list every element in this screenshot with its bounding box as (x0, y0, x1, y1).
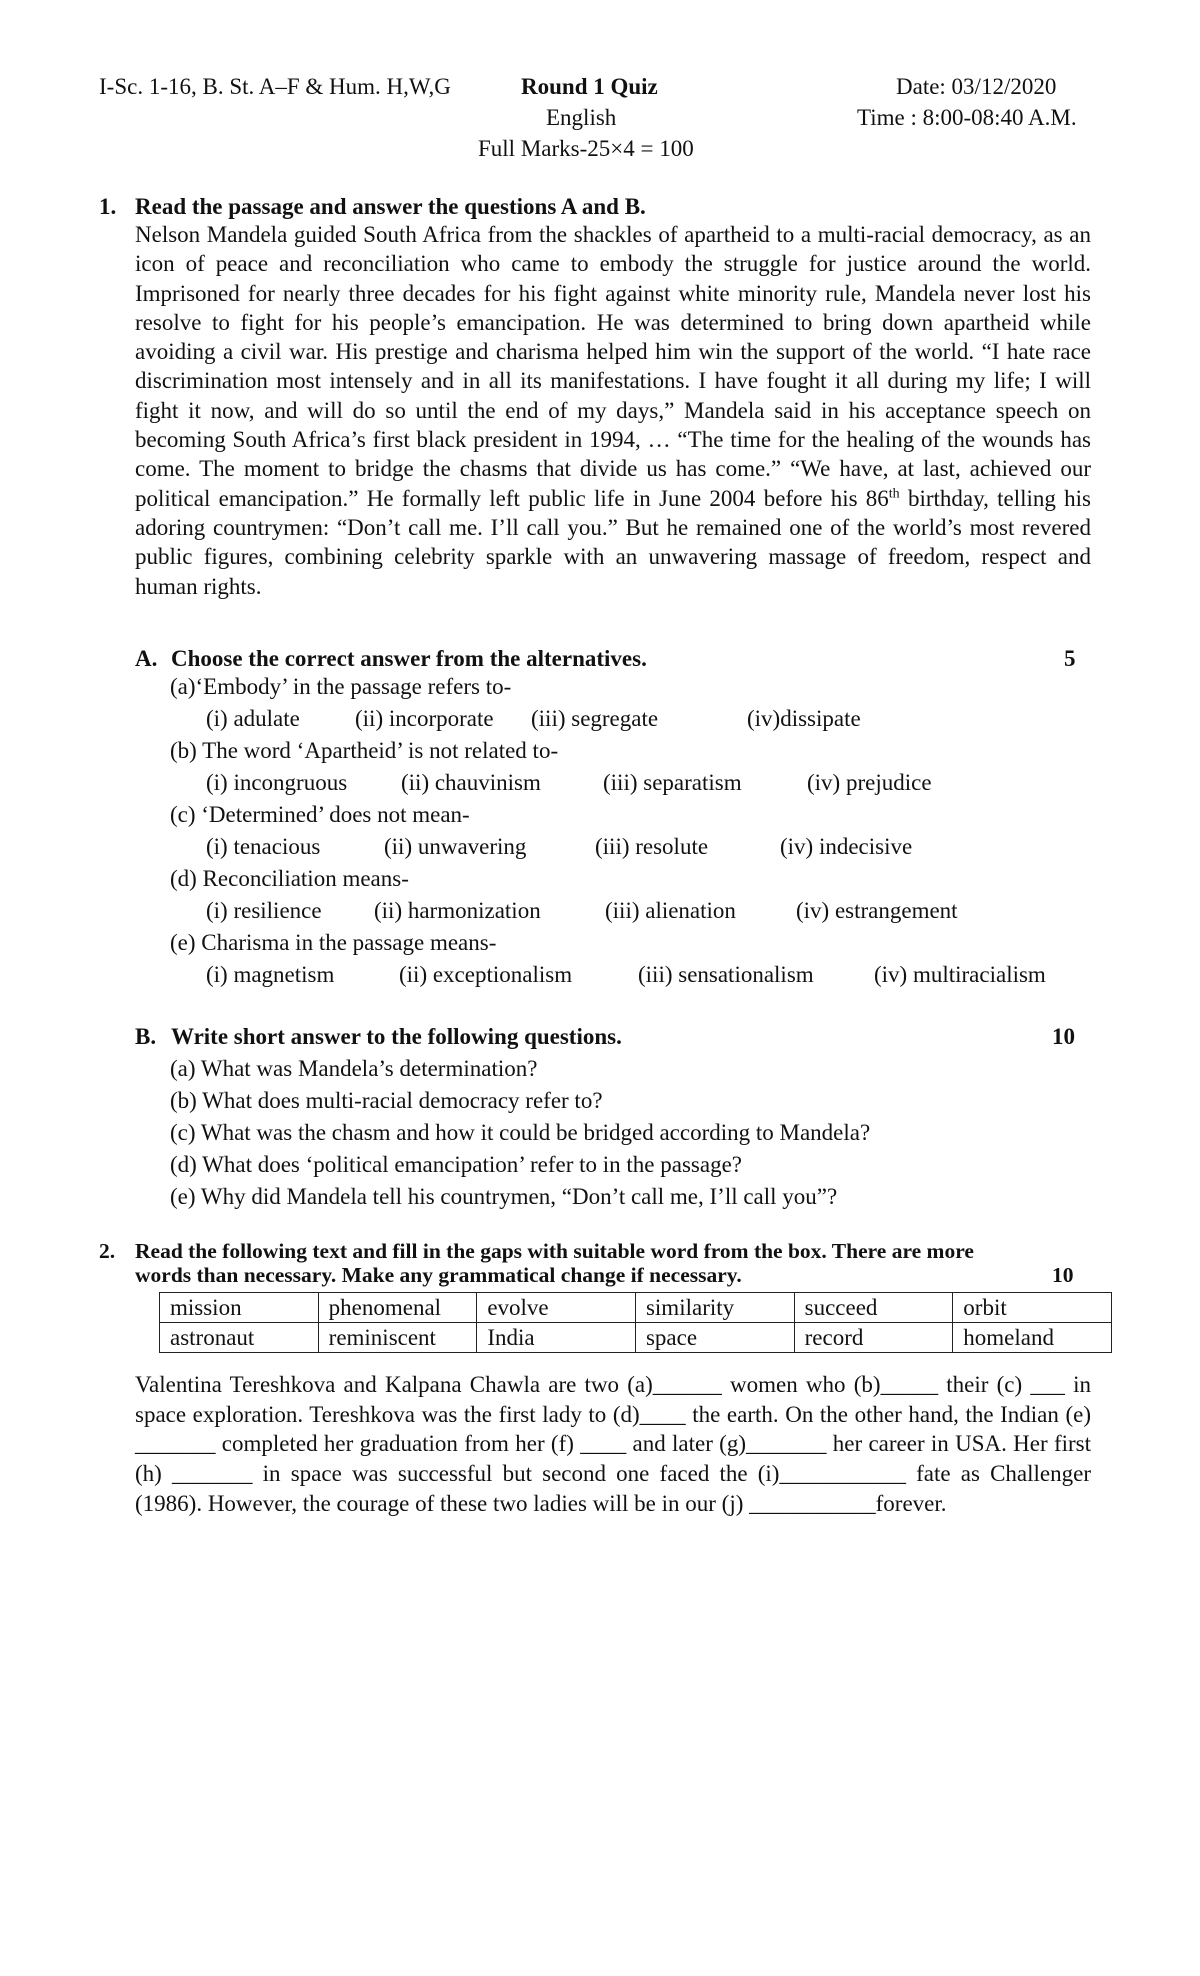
mcq-e-question: (e) Charisma in the passage means- (170, 930, 497, 955)
option: (iv) estrangement (796, 898, 958, 923)
option: (i) adulate (206, 706, 300, 731)
word-cell: succeed (794, 1293, 953, 1323)
part-b-heading: Write short answer to the following questions. (171, 1024, 622, 1049)
word-cell: space (635, 1323, 794, 1353)
header-title: Round 1 Quiz (521, 74, 658, 99)
part-b-label: B. (135, 1024, 157, 1049)
header-full-marks: Full Marks-25×4 = 100 (478, 136, 694, 161)
mcq-d-question: (d) Reconciliation means- (170, 866, 409, 891)
header-date: Date: 03/12/2020 (896, 74, 1057, 99)
option: (ii) incorporate (355, 706, 494, 731)
header-subject: English (546, 105, 617, 130)
option: (i) incongruous (206, 770, 348, 795)
word-cell: astronaut (160, 1323, 319, 1353)
word-cell: India (477, 1323, 636, 1353)
option: (iv)dissipate (747, 706, 861, 731)
mcq-d-options (206, 896, 1106, 926)
option: (iv) indecisive (780, 834, 913, 859)
mcq-b-options (206, 768, 1106, 798)
part-a-label: A. (135, 646, 158, 671)
option: (i) resilience (206, 898, 322, 923)
passage-superscript: th (888, 486, 900, 502)
option: (iv) prejudice (807, 770, 932, 795)
short-question-a: (a) What was Mandela’s determination? (170, 1056, 538, 1081)
word-box-row (160, 1293, 1112, 1323)
mcq-b-question: (b) The word ‘Apartheid’ is not related to- (170, 738, 559, 763)
part-a-heading: Choose the correct answer from the alternatives. (171, 646, 647, 671)
fill-in-text: Valentina Tereshkova and Kalpana Chawla are two (a)______ women who (b)_____ their (c) ___ in space exploration. Tereshkova was the first lady to (d)____ the earth. On the other hand, the Indian (e) _______ completed her graduation from her (f) ____ and later (g)_______ her career in USA. Her first (h) _______ in space was successful but second one faced the (i)___________ fate as Challenger (1986). However, the courage of these two ladies will be in our (j) ___________forever. (135, 1372, 1091, 1516)
word-cell: evolve (477, 1293, 636, 1323)
header-classes: I-Sc. 1-16, B. St. A–F & Hum. H,W,G (99, 74, 451, 99)
word-cell: homeland (953, 1323, 1112, 1353)
part-a-marks: 5 (1064, 646, 1076, 671)
word-cell: phenomenal (318, 1293, 477, 1323)
short-question-c: (c) What was the chasm and how it could be bridged according to Mandela? (170, 1120, 871, 1145)
option: (iii) resolute (595, 834, 709, 859)
option: (iii) segregate (531, 706, 659, 731)
mcq-c-question: (c) ‘Determined’ does not mean- (170, 802, 470, 827)
option: (iii) sensationalism (638, 962, 814, 987)
word-box-row (160, 1323, 1112, 1353)
passage-part-2: birthday, telling his adoring countrymen: “Don’t call me. I’ll call you.” But he remained one of the world’s most revered public figures, combining celebrity sparkle with an unwavering massage of freedom, respect and human rights. (135, 485, 1091, 599)
word-cell: mission (160, 1293, 319, 1323)
q1-instruction: Read the passage and answer the questions A and B. (135, 194, 646, 219)
mcq-a-question: (a)‘Embody’ in the passage refers to- (170, 674, 512, 699)
word-cell: record (794, 1323, 953, 1353)
word-box (159, 1292, 1112, 1353)
q1-passage (135, 220, 1091, 601)
word-cell: reminiscent (318, 1323, 477, 1353)
option: (i) tenacious (206, 834, 321, 859)
option: (i) magnetism (206, 962, 335, 987)
option: (ii) harmonization (374, 898, 541, 923)
passage-part-1: Nelson Mandela guided South Africa from the shackles of apartheid to a multi-racial democracy, as an icon of peace and reconciliation who came to embody the struggle for justice around the world. Imprisoned for nearly three decades for his fight against white minority rule, Mandela never lost his resolve to fight for his people’s emancipation. He was determined to bring down apartheid while avoiding a civil war. His prestige and charisma helped him win the support of the world. “I hate race discrimination most intensely and in all its manifestations. I have fought it all during my life; I will fight it now, and will do so until the end of my days,” Mandela said in his acceptance speech on becoming South Africa’s first black president in 1994, … “The time for the healing of the wounds has come. The moment to bridge the chasms that divide us has come.” “We have, at last, achieved our political emancipation.” He formally left public life in June 2004 before his 86 (135, 222, 1091, 511)
short-question-e: (e) Why did Mandela tell his countrymen, “Don’t call me, I’ll call you”? (170, 1184, 838, 1209)
q2-instruction-line-1: Read the following text and fill in the gaps with suitable word from the box. There are more (135, 1239, 974, 1263)
option: (ii) chauvinism (401, 770, 541, 795)
q1-number: 1. (99, 194, 117, 219)
part-b-marks: 10 (1052, 1024, 1075, 1049)
word-cell: similarity (635, 1293, 794, 1323)
option: (ii) exceptionalism (399, 962, 573, 987)
option: (iv) multiracialism (874, 962, 1046, 987)
q2-instruction-line-2: words than necessary. Make any grammatical change if necessary. (135, 1263, 742, 1287)
q2-number: 2. (99, 1239, 116, 1263)
option: (iii) alienation (605, 898, 736, 923)
short-question-d: (d) What does ‘political emancipation’ refer to in the passage? (170, 1152, 743, 1177)
q2-marks: 10 (1052, 1263, 1074, 1287)
option: (ii) unwavering (384, 834, 527, 859)
header-time: Time : 8:00-08:40 A.M. (857, 105, 1077, 130)
mcq-c-options (206, 832, 1106, 862)
option: (iii) separatism (603, 770, 742, 795)
mcq-e-options (206, 960, 1106, 990)
short-question-b: (b) What does multi-racial democracy refer to? (170, 1088, 603, 1113)
word-cell: orbit (953, 1293, 1112, 1323)
mcq-a-options (206, 704, 1106, 734)
